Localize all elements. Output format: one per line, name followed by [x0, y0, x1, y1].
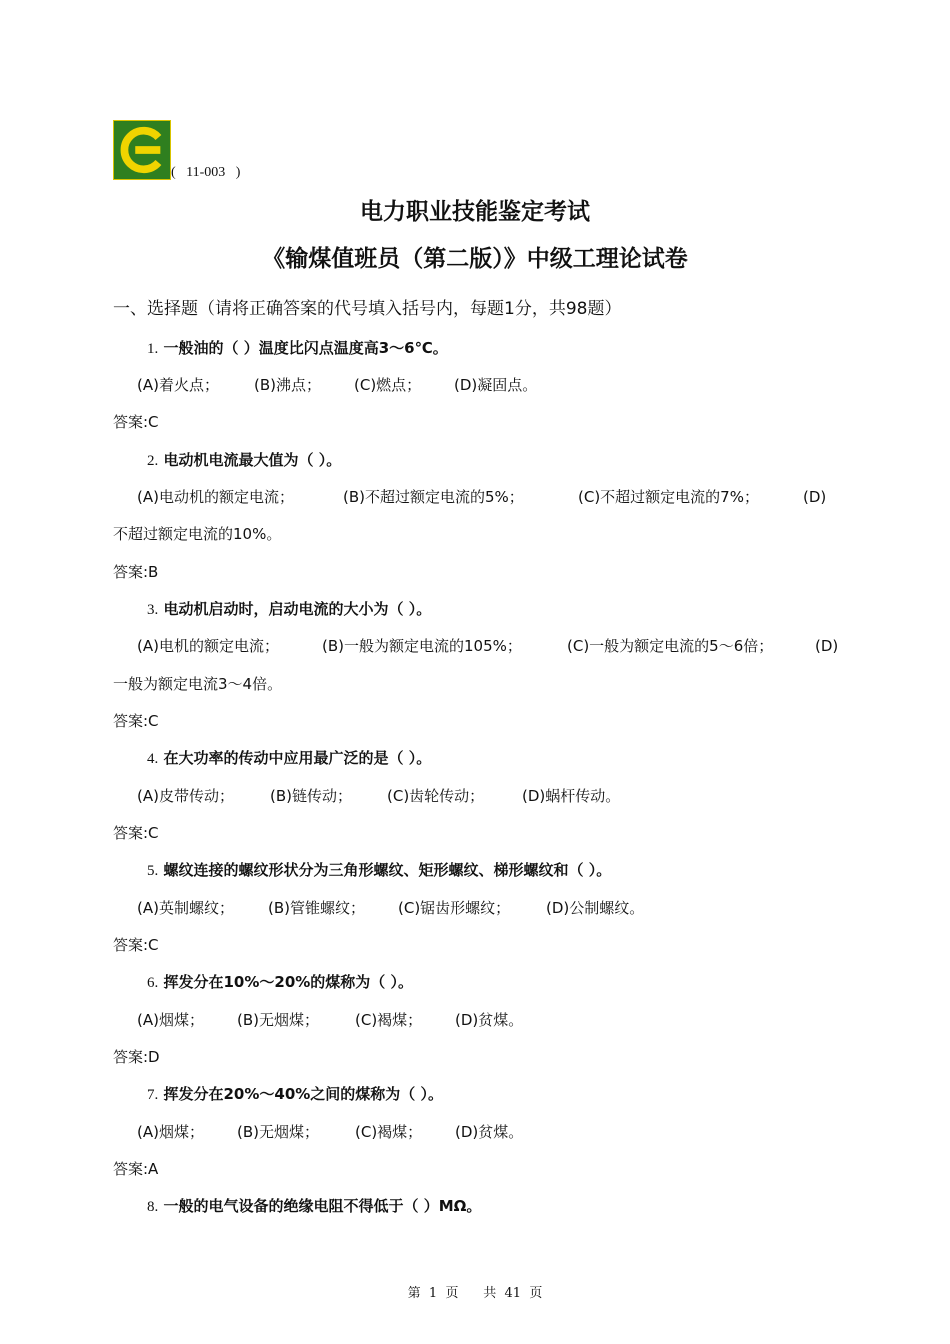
paper-title: 《输煤值班员（第二版）》中级工理论试卷: [262, 246, 688, 272]
question-number: 6.: [147, 975, 159, 991]
answer-2: 答案:B: [113, 563, 159, 581]
option-c: (C)褐煤；: [355, 1123, 423, 1141]
question-4: [147, 747, 431, 768]
option-c: (C)褐煤；: [355, 1011, 423, 1029]
option-d: (D)凝固点。: [454, 376, 538, 394]
option-d: (D)贫煤。: [455, 1123, 524, 1141]
question-number: 7.: [147, 1087, 159, 1103]
option-b: (B)无烟煤；: [237, 1011, 319, 1029]
option-d: (D): [815, 637, 839, 655]
option-b: (B)一般为额定电流的105%；: [322, 637, 522, 655]
options-4: [137, 785, 620, 806]
question-number: 8.: [147, 1199, 159, 1215]
answer-4: 答案:C: [113, 824, 159, 842]
option-d: (D): [803, 488, 827, 506]
answer-3: 答案:C: [113, 712, 159, 730]
answer-1: 答案:C: [113, 413, 159, 431]
option-a: (A)着火点；: [137, 376, 219, 394]
section-heading: 一、选择题（请将正确答案的代号填入括号内，每题1分，共98题）: [113, 299, 622, 319]
question-1: [147, 337, 448, 358]
exam-title: 电力职业技能鉴定考试: [360, 199, 590, 225]
option-d: (D)公制螺纹。: [546, 899, 645, 917]
answer-6: 答案:D: [113, 1048, 160, 1066]
option-b: (B)链传动；: [270, 787, 352, 805]
option-c: (C)一般为额定电流的5～6倍；: [567, 637, 774, 655]
option-b: (B)沸点；: [254, 376, 321, 394]
option-d: (D)贫煤。: [455, 1011, 524, 1029]
question-text: 电动机启动时，启动电流的大小为（ ）。: [163, 600, 432, 618]
answer-5: 答案:C: [113, 936, 159, 954]
option-c: (C)锯齿形螺纹；: [398, 899, 511, 917]
question-8: [147, 1195, 481, 1216]
options-2: [137, 486, 826, 507]
options-3: [137, 635, 838, 656]
question-text: 挥发分在20%～40%之间的煤称为（ ）。: [163, 1085, 444, 1103]
question-number: 4.: [147, 751, 159, 767]
question-text: 螺纹连接的螺纹形状分为三角形螺纹、矩形螺纹、梯形螺纹和（ ）。: [163, 861, 612, 879]
question-text: 电动机电流最大值为（ ）。: [163, 451, 342, 469]
option-a: (A)电机的额定电流；: [137, 637, 279, 655]
question-2: [147, 449, 341, 470]
question-text: 一般油的（ ）温度比闪点温度高3～6℃。: [163, 339, 448, 357]
question-text: 一般的电气设备的绝缘电阻不得低于（ ）MΩ。: [163, 1197, 482, 1215]
question-text: 在大功率的传动中应用最广泛的是（ ）。: [163, 749, 432, 767]
options-5: [137, 897, 644, 918]
answer-7: 答案:A: [113, 1160, 159, 1178]
option-d-continued: 不超过额定电流的10%。: [113, 525, 282, 543]
question-5: [147, 859, 611, 880]
option-b: (B)管锥螺纹；: [268, 899, 365, 917]
options-1: [137, 374, 537, 395]
option-a: (A)英制螺纹；: [137, 899, 234, 917]
option-a: (A)皮带传动；: [137, 787, 234, 805]
question-text: 挥发分在10%～20%的煤称为（ ）。: [163, 973, 414, 991]
option-b: (B)无烟煤；: [237, 1123, 319, 1141]
paper-code: ( 11-003 ): [171, 165, 241, 180]
option-d-continued: 一般为额定电流3～4倍。: [113, 675, 283, 693]
question-6: [147, 971, 413, 992]
page-footer: 第 1 页 共 41 页: [407, 1286, 543, 1301]
option-c: (C)燃点；: [354, 376, 422, 394]
option-a: (A)电动机的额定电流；: [137, 488, 294, 506]
question-7: [147, 1083, 443, 1104]
logo-icon: [114, 121, 170, 179]
question-number: 2.: [147, 453, 159, 469]
question-number: 5.: [147, 863, 159, 879]
option-c: (C)不超过额定电流的7%；: [578, 488, 759, 506]
option-d: (D)蜗杆传动。: [522, 787, 621, 805]
question-number: 1.: [147, 341, 159, 357]
option-c: (C)齿轮传动；: [387, 787, 485, 805]
option-a: (A)烟煤；: [137, 1011, 204, 1029]
option-b: (B)不超过额定电流的5%；: [343, 488, 524, 506]
logo: [113, 120, 171, 180]
option-a: (A)烟煤；: [137, 1123, 204, 1141]
question-number: 3.: [147, 602, 159, 618]
question-3: [147, 598, 431, 619]
options-6: [137, 1009, 523, 1030]
options-7: [137, 1121, 523, 1142]
